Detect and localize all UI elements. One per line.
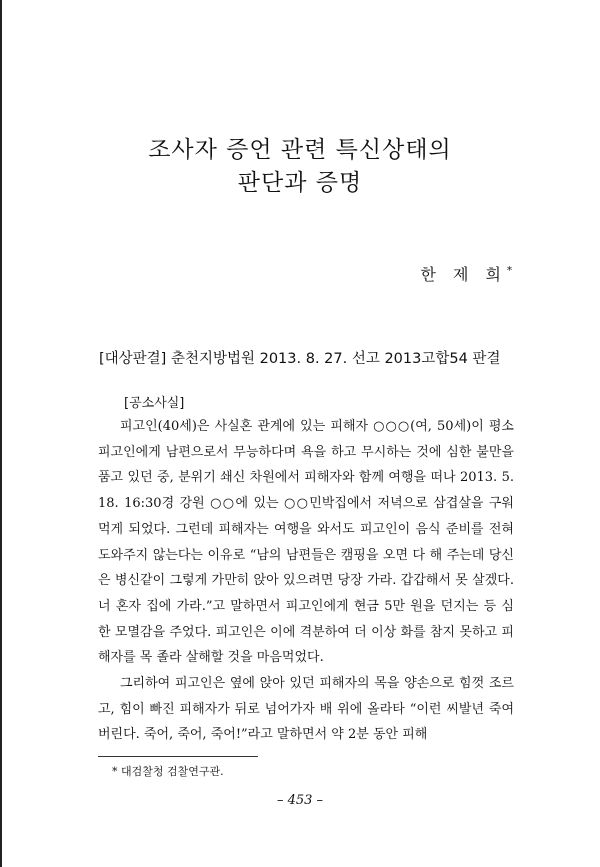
title-line-1: 조사자 증언 관련 특신상태의	[148, 137, 452, 163]
body-text	[98, 414, 514, 748]
author-name: 한 제 희	[420, 265, 507, 284]
footnote: * 대검찰청 검찰연구관.	[112, 765, 224, 778]
case-reference: [대상판결] 춘천지방법원 2013. 8. 27. 선고 2013고합54 판결	[99, 351, 501, 367]
author	[420, 262, 512, 285]
author-footnote-mark: *	[507, 265, 512, 277]
paragraph-2: 그리하여 피고인은 옆에 앉아 있던 피해자의 목을 양손으로 힘껏 조르고, 힘이 빠진 피해자가 뒤로 넘어가자 배 위에 올라타 “이런 씨발년 죽여 버린다. 죽어, 죽어, 죽어!”라고 말하면서 약 2분 동안 피해	[98, 676, 514, 743]
footnote-divider	[98, 756, 258, 757]
paragraph-1: 피고인(40세)은 사실혼 관계에 있는 피해자 ○○○(여, 50세)이 평소 피고인에게 남편으로서 무능하다며 욕을 하고 무시하는 것에 심한 불만을 품고 있던 중, 분위기 쇄신 차원에서 피해자와 함께 여행을 떠나 2013. 5. 18. 16:30경 강원 ○○에 있는 ○○민박집에서 저녁으로 삼겹살을 구워 먹게 되었다. 그런데 피해자는 여행을 와서도 피고인이 음식 준비를 전혀 도와주지 않는다는 이유로 “남의 남편들은 캠핑을 오면 다 해 주는데 당신은 병신같이 그렇게 가만히 앉아 있으려면 당장 가라. 갑갑해서 못 살겠다. 너 혼자 집에 가라.”고 말하면서 피고인에게 현금 5만 원을 던지는 등 심한 모멸감을 주었다. 피고인은 이에 격분하여 더 이상 화를 참지 못하고 피해자를 목 졸라 살해할 것을 마음먹었다.	[98, 419, 514, 666]
title-line-2: 판단과 증명	[237, 170, 363, 196]
page-number: – 453 –	[276, 793, 324, 808]
section-label: [공소사실]	[124, 396, 185, 411]
